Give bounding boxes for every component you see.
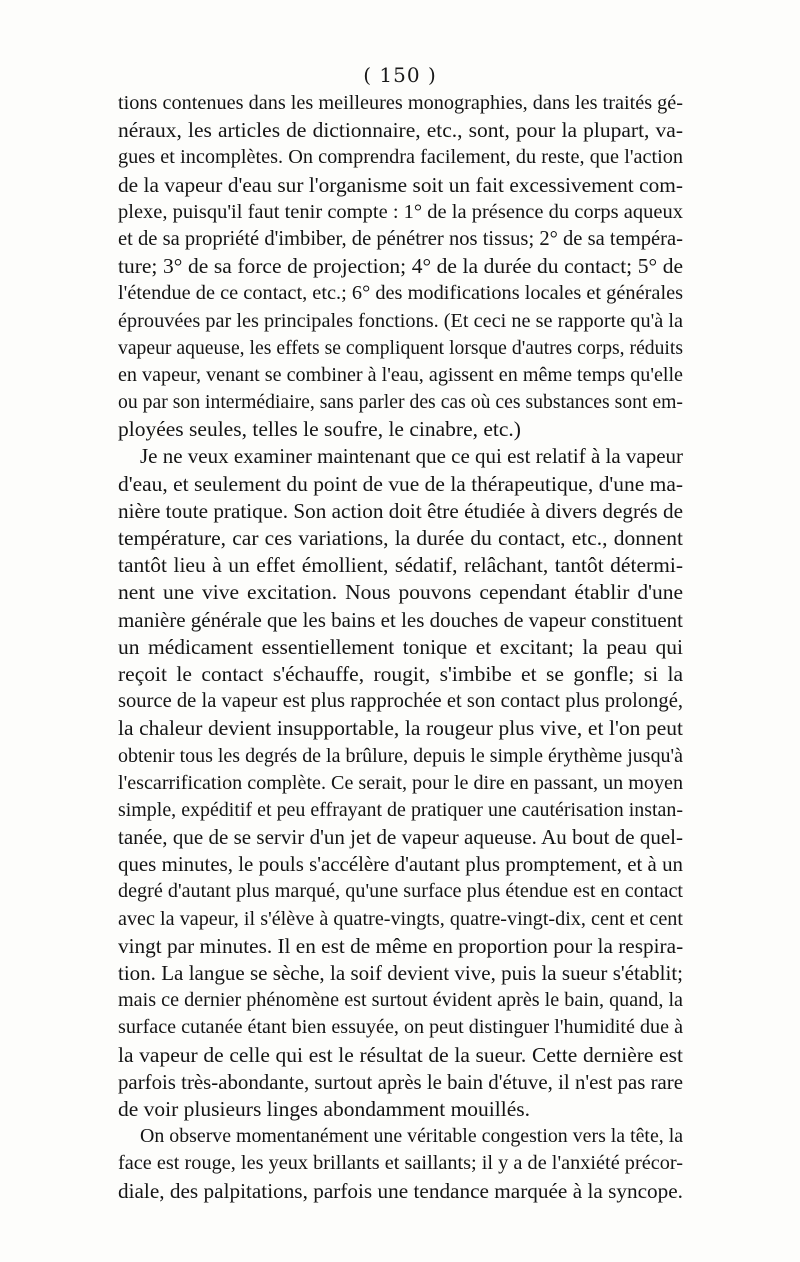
text-line: ou par son intermédiaire, sans parler des cas où ces substances sont em- — [118, 391, 683, 414]
text-line: gues et incomplètes. On comprendra facilement, du reste, que l'action — [118, 146, 683, 169]
text-line: nière toute pratique. Son action doit être étudiée à divers degrés de — [118, 498, 683, 523]
text-line: Je ne veux examiner maintenant que ce qui est relatif à la vapeur — [140, 444, 684, 469]
text-line: surface cutanée étant bien essuyée, on peut distinguer l'humidité due à — [118, 1016, 683, 1039]
text-line: un médicament essentiellement tonique et excitant; la peau qui — [118, 634, 683, 659]
text-line: ture; 3° de sa force de projection; 4° de la durée du contact; 5° de — [118, 254, 683, 279]
text-line: mais ce dernier phénomène est surtout évident après le bain, quand, la — [118, 989, 683, 1012]
text-line: simple, expéditif et peu effrayant de pratiquer une cautérisation instan- — [118, 798, 683, 821]
text-line: l'étendue de ce contact, etc.; 6° des modifications locales et générales — [118, 282, 684, 305]
text-line: la chaleur devient insupportable, la rougeur plus vive, et l'on peut — [118, 716, 683, 741]
text-line: source de la vapeur est plus rapprochée et son contact plus prolongé, — [118, 690, 683, 713]
text-line: la vapeur de celle qui est le résultat de la sueur. Cette dernière est — [118, 1042, 683, 1067]
text-line: tanée, que de se servir d'un jet de vapeur aqueuse. Au bout de quel- — [118, 825, 683, 850]
text-line: de voir plusieurs linges abondamment mouillés. — [118, 1096, 531, 1121]
paragraph — [118, 443, 683, 1123]
text-line: et de sa propriété d'imbiber, de pénétrer nos tissus; 2° de sa tempéra- — [118, 227, 683, 250]
text-line: d'eau, et seulement du point de vue de la thérapeutique, d'une ma- — [118, 471, 683, 496]
text-line: néraux, les articles de dictionnaire, etc., sont, pour la plupart, va- — [118, 118, 683, 143]
paragraph — [118, 90, 683, 443]
page-number: ( 150 ) — [363, 63, 437, 87]
text-line: reçoit le contact s'échauffe, rougit, s'imbibe et se gonfle; si la — [118, 661, 683, 686]
text-line: degré d'autant plus marqué, qu'une surface plus étendue est en contact — [118, 880, 683, 903]
text-line: nent une vive excitation. Nous pouvons cependant établir d'une — [118, 580, 683, 605]
text-line: ployées seules, telles le soufre, le cinabre, etc.) — [118, 417, 521, 442]
text-line: en vapeur, venant se combiner à l'eau, agissent en même temps qu'elle — [118, 363, 683, 386]
text-line: tantôt lieu à un effet émollient, sédatif, relâchant, tantôt détermi- — [118, 553, 683, 578]
text-line: vapeur aqueuse, les effets se compliquent lorsque d'autres corps, réduits — [118, 336, 683, 359]
text-line: obtenir tous les degrés de la brûlure, depuis le simple érythème jusqu'à — [118, 744, 683, 767]
text-line: vingt par minutes. Il en est de même en proportion pour la respira- — [118, 933, 684, 958]
text-line: avec la vapeur, il s'élève à quatre-vingts, quatre-vingt-dix, cent et cent — [118, 907, 683, 930]
text-line: l'escarrification complète. Ce serait, pour le dire en passant, un moyen — [118, 771, 683, 794]
text-line: ques minutes, le pouls s'accélère d'autant plus promptement, et à un — [118, 852, 683, 877]
body-text — [118, 90, 683, 1205]
text-line: parfois très-abondante, surtout après le bain d'étuve, il n'est pas rare — [118, 1069, 683, 1094]
text-line: éprouvées par les principales fonctions. (Et ceci ne se rapporte qu'à la — [118, 309, 683, 332]
text-line: On observe momentanément une véritable congestion vers la tête, la — [140, 1125, 684, 1148]
text-line: température, car ces variations, la durée du contact, etc., donnent — [118, 526, 683, 550]
paragraph — [118, 1123, 683, 1205]
text-line: manière générale que les bains et les douches de vapeur constituent — [118, 607, 683, 632]
text-line: face est rouge, les yeux brillants et saillants; il y a de l'anxiété précor- — [118, 1152, 683, 1175]
text-line: plexe, puisqu'il faut tenir compte : 1° de la présence du corps aqueux — [118, 200, 683, 223]
text-line: diale, des palpitations, parfois une tendance marquée à la syncope. — [118, 1178, 683, 1203]
text-line: de la vapeur d'eau sur l'organisme soit un fait excessivement com- — [118, 172, 683, 197]
text-line: tion. La langue se sèche, la soif devient vive, puis la sueur s'établit; — [118, 961, 683, 985]
text-line: tions contenues dans les meilleures monographies, dans les traités gé- — [118, 92, 684, 114]
